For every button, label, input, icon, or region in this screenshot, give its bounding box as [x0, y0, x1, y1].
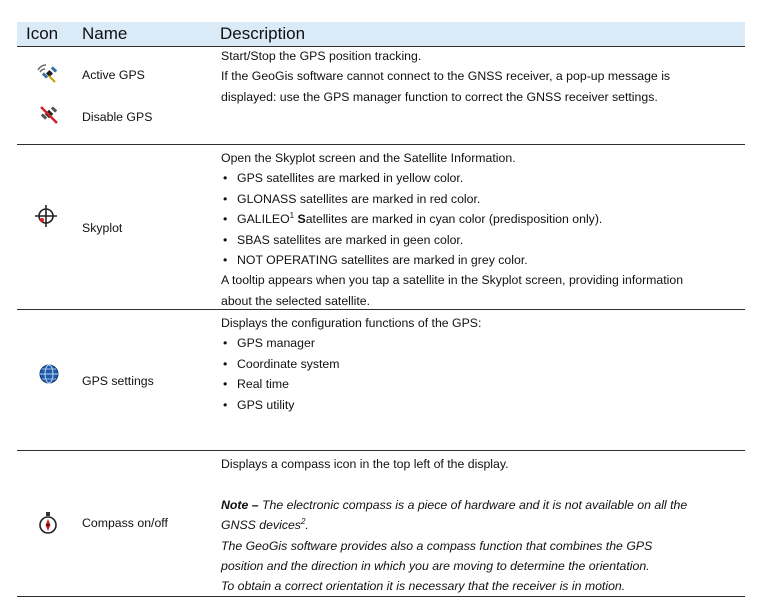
note-label: Note – [221, 497, 259, 512]
desc-line: A tooltip appears when you tap a satellite in the Skyplot screen, providing information [221, 273, 684, 288]
desc-line: The GeoGis software provides also a compass function that combines the GPS [221, 538, 653, 553]
bullet-item: • Real time [221, 374, 741, 394]
desc-line: Start/Stop the GPS position tracking. [221, 49, 422, 63]
galileo-rest: atellites are marked in cyan color (predisposition only). [305, 212, 603, 227]
row-divider [17, 450, 745, 451]
desc-line: displayed: use the GPS manager function to correct the GNSS receiver settings. [221, 89, 658, 104]
desc-line: position and the direction in which you are moving to determine the orientation. [221, 559, 650, 574]
note-line2-end: . [305, 518, 309, 533]
desc-line: If the GeoGis software cannot connect to the GNSS receiver, a pop-up message is [221, 69, 671, 84]
icon-globe [38, 363, 60, 390]
icon-compass [38, 511, 58, 540]
row-name-gps-settings: GPS settings [82, 374, 154, 388]
header-name: Name [82, 24, 128, 43]
row-divider [17, 144, 745, 145]
icon-satellite-active [35, 62, 61, 91]
spacer [221, 474, 741, 494]
skyplot-crosshair-icon [34, 204, 58, 228]
bullet-item: • NOT OPERATING satellites are marked in grey color. [221, 250, 741, 270]
satellite-active-icon [35, 62, 61, 86]
footnote-ref: 2 [300, 517, 306, 527]
note-line2: GNSS devices [221, 518, 301, 533]
galileo-bold: S [297, 212, 306, 227]
table-header [17, 22, 745, 47]
header-icon: Icon [26, 24, 59, 43]
note-line [221, 495, 741, 515]
icon-skyplot [34, 204, 58, 233]
row-name-disable-gps: Disable GPS [82, 110, 153, 124]
bullet-item: • GLONASS satellites are marked in red color. [221, 189, 741, 209]
bullet-item: • Coordinate system [221, 354, 741, 374]
desc-intro: Open the Skyplot screen and the Satellite Information. [221, 151, 516, 165]
note-line [221, 515, 741, 535]
galileo-label: GALILEO [237, 212, 290, 227]
globe-icon [38, 363, 60, 385]
desc-line: To obtain a correct orientation it is necessary that the receiver is in motion. [221, 579, 626, 594]
desc-intro: Displays a compass icon in the top left of the display. [221, 457, 509, 471]
desc-line: about the selected satellite. [221, 293, 371, 308]
compass-icon [38, 511, 58, 535]
bullet-item: • SBAS satellites are marked in geen color. [221, 230, 741, 250]
row-description [221, 148, 741, 311]
row-name-active-gps: Active GPS [82, 68, 145, 82]
bullet-item [221, 209, 741, 229]
header-description: Description [220, 24, 306, 43]
footnote-ref: 1 [289, 211, 295, 221]
bullet-item: • GPS satellites are marked in yellow color. [221, 168, 741, 188]
row-description [221, 454, 741, 597]
note-text: The electronic compass is a piece of hardware and it is not available on all the [258, 497, 688, 512]
bullet-item: • GPS manager [221, 333, 741, 353]
row-name-compass: Compass on/off [82, 516, 168, 530]
row-description [221, 46, 741, 107]
row-description [221, 313, 741, 415]
row-name-skyplot: Skyplot [82, 221, 123, 235]
icon-satellite-disabled [38, 104, 60, 131]
desc-intro: Displays the configuration functions of the GPS: [221, 316, 482, 330]
bullet-item: • GPS utility [221, 395, 741, 415]
satellite-disabled-icon [38, 104, 60, 126]
